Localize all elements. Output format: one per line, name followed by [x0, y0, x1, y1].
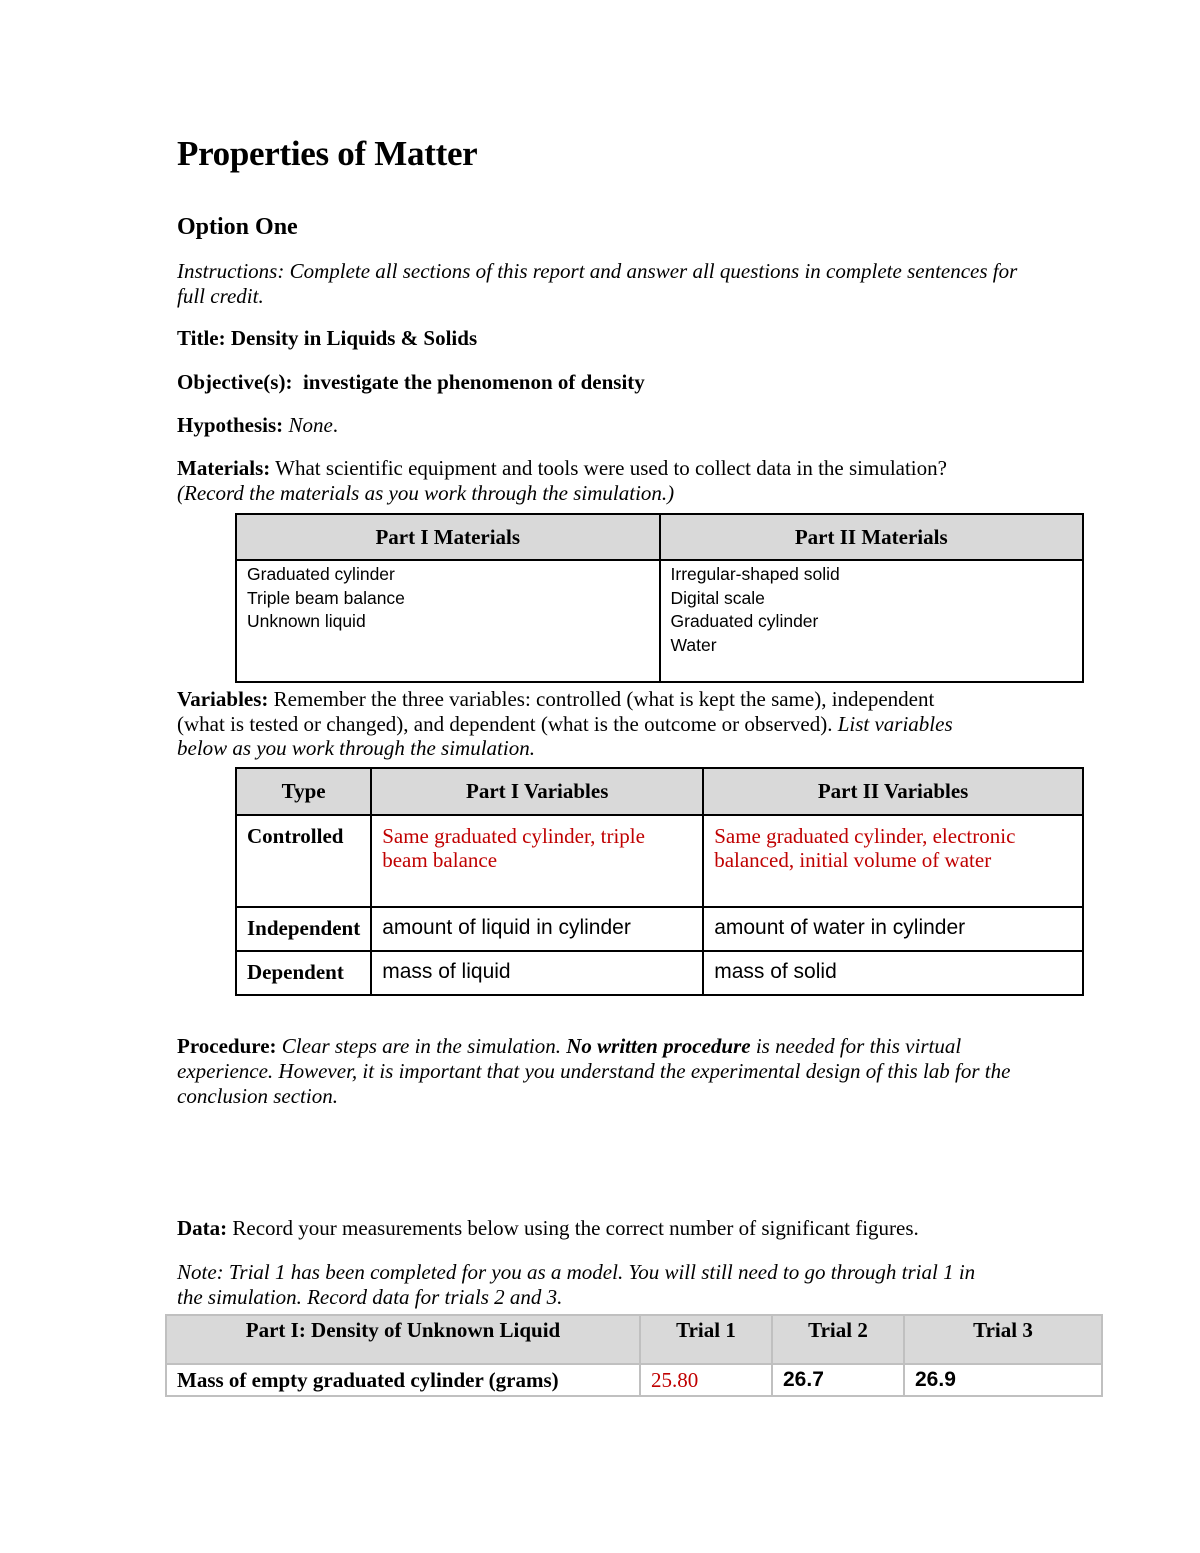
density-row-label: Mass of empty graduated cylinder (grams)	[166, 1364, 640, 1396]
hypothesis-label: Hypothesis:	[177, 413, 284, 437]
density-row-empty-cylinder	[166, 1364, 1102, 1396]
variables-row-controlled	[236, 815, 1083, 907]
density-header-trial2: Trial 2	[772, 1315, 904, 1364]
data-text: Record your measurements below using the correct number of significant figures.	[227, 1216, 919, 1240]
variable-type: Independent	[236, 907, 371, 951]
materials-body-row	[236, 560, 1083, 682]
variables-table	[235, 767, 1084, 996]
procedure-text1: Clear steps are in the simulation.	[276, 1034, 567, 1058]
procedure-label: Procedure:	[177, 1034, 277, 1058]
material-item: Irregular-shaped solid	[670, 564, 840, 584]
hypothesis-value: None	[288, 413, 333, 437]
density-header-row	[166, 1315, 1102, 1364]
variable-type: Controlled	[236, 815, 371, 907]
trial1-value: 25.80	[640, 1364, 772, 1396]
variables-row-dependent	[236, 951, 1083, 995]
variables-paragraph	[177, 687, 957, 761]
materials-label: Materials:	[177, 456, 271, 480]
materials-part2-cell	[660, 560, 1084, 682]
trial2-value: 26.7	[772, 1364, 904, 1396]
material-item: Graduated cylinder	[670, 611, 819, 631]
instructions-text: Instructions: Complete all sections of this report and answer all questions in complete sentences for full credit.	[177, 259, 1018, 308]
data-label: Data:	[177, 1216, 228, 1240]
materials-header-part1: Part I Materials	[236, 514, 660, 560]
density-header-trial1: Trial 1	[640, 1315, 772, 1364]
variables-header-part2: Part II Variables	[703, 768, 1083, 815]
hypothesis-tail: .	[332, 413, 339, 437]
procedure-text2: is needed for this virtual experience. However, it is important that you understand the experimental design of this lab for the conclusion section.	[177, 1034, 1011, 1108]
procedure-paragraph	[177, 1034, 1017, 1109]
variable-part2: amount of water in cylinder	[703, 907, 1083, 951]
variable-part1: mass of liquid	[371, 951, 703, 995]
objective-line	[177, 370, 1037, 395]
objective-label: Objective(s):	[177, 370, 293, 394]
variable-part2: mass of solid	[703, 951, 1083, 995]
option-heading: Option One	[177, 214, 298, 240]
variable-part1: Same graduated cylinder, triple beam balance	[371, 815, 703, 907]
variables-label: Variables:	[177, 687, 269, 711]
materials-table	[235, 513, 1084, 683]
materials-header-row	[236, 514, 1083, 560]
material-item: Graduated cylinder	[247, 564, 395, 584]
variables-text: Remember the three variables: controlled (what is kept the same), independent (what is tested or changed), and dependent (what is the outcome or observed).	[177, 687, 935, 736]
materials-note: (Record the materials as you work through the simulation.)	[177, 480, 675, 505]
procedure-bold: No written procedure	[566, 1034, 751, 1058]
variables-header-type: Type	[236, 768, 371, 815]
material-item: Water	[670, 634, 717, 655]
report-title-line	[177, 326, 1037, 351]
report-title-value: Density in Liquids & Solids	[230, 326, 478, 350]
variable-part1: amount of liquid in cylinder	[371, 907, 703, 951]
material-item: Digital scale	[670, 587, 765, 608]
material-item: Unknown liquid	[247, 611, 366, 631]
objective-value: investigate the phenomenon of density	[302, 370, 645, 394]
density-header-title: Part I: Density of Unknown Liquid	[166, 1315, 640, 1364]
hypothesis-line	[177, 413, 1037, 438]
data-note: Note: Trial 1 has been completed for you as a model. You will still need to go through trial 1 in the simulation. Record data for trials 2 and 3.	[177, 1260, 976, 1309]
variable-type: Dependent	[236, 951, 371, 995]
data-paragraph	[177, 1216, 1037, 1241]
density-header-trial3: Trial 3	[904, 1315, 1102, 1364]
materials-header-part2: Part II Materials	[660, 514, 1084, 560]
variables-note: List variables below as you work through the simulation.	[177, 711, 953, 760]
materials-paragraph	[177, 456, 957, 505]
materials-part1-cell	[236, 560, 660, 682]
variables-row-independent	[236, 907, 1083, 951]
page-title: Properties of Matter	[177, 134, 478, 173]
trial3-value: 26.9	[904, 1364, 1102, 1396]
report-title-label: Title:	[177, 326, 226, 350]
density-table	[165, 1314, 1103, 1397]
variables-header-row	[236, 768, 1083, 815]
material-item: Triple beam balance	[247, 587, 405, 608]
variable-part2: Same graduated cylinder, electronic balanced, initial volume of water	[703, 815, 1083, 907]
materials-text: What scientific equipment and tools were used to collect data in the simulation?	[270, 456, 947, 480]
variables-header-part1: Part I Variables	[371, 768, 703, 815]
